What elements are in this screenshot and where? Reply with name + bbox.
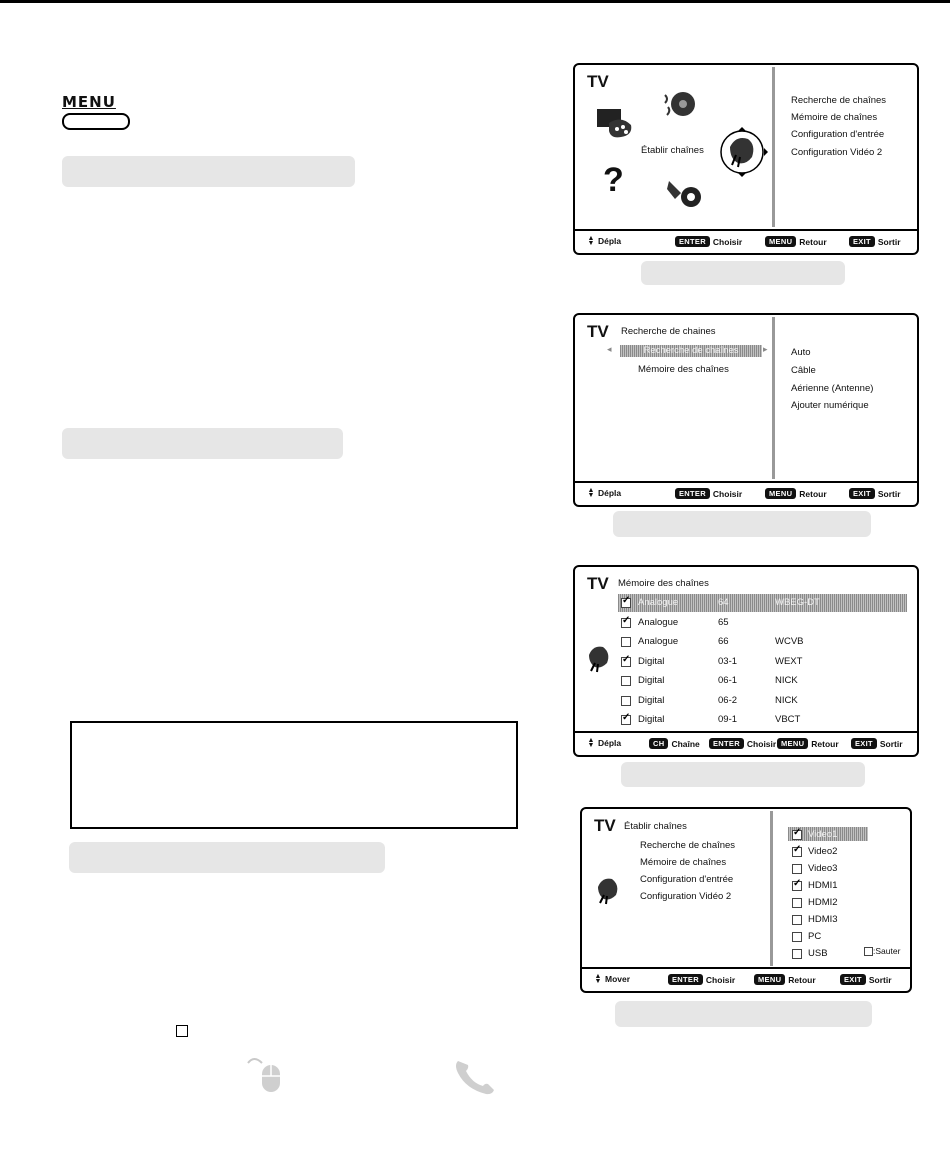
footer-move: ▲ ▼ Dépla [587, 487, 622, 499]
menu-item-video2-config[interactable]: Configuration Vidéo 2 [640, 891, 732, 902]
input-label: USB [808, 948, 828, 959]
footer-enter: ENTER Choisir [675, 236, 742, 247]
channel-type: Digital [638, 694, 665, 706]
caption-bar-2 [613, 511, 871, 537]
channel-checkbox[interactable] [621, 657, 631, 667]
exit-key: EXIT [851, 738, 877, 749]
channel-number: 06-2 [718, 694, 738, 706]
skip-square-icon [176, 1025, 188, 1037]
channel-name: WBEG-DT [775, 597, 820, 608]
mouse-icon [244, 1057, 286, 1095]
channel-type: Analogue [638, 636, 679, 647]
right-arrow-icon: ▸ [763, 344, 768, 354]
input-label: HDMI2 [808, 897, 838, 908]
screen-footer [575, 731, 917, 755]
tv-label: TV [587, 322, 609, 341]
menu-key: MENU [777, 738, 808, 749]
channel-name: NICK [775, 694, 798, 706]
channel-checkbox[interactable] [621, 676, 631, 686]
input-label: Video1 [808, 829, 838, 840]
channel-row[interactable] [618, 672, 907, 690]
exit-key: EXIT [840, 974, 866, 985]
footer-exit: EXIT Sortir [840, 974, 892, 985]
menu-item-video2-config[interactable]: Configuration Vidéo 2 [791, 147, 883, 158]
channel-row[interactable] [618, 614, 907, 632]
option-add-digital[interactable]: Ajouter numérique [791, 400, 869, 411]
channel-name: VBCT [775, 714, 801, 725]
channel-row[interactable] [618, 594, 907, 612]
footer-menu: MENU Retour [765, 236, 827, 247]
footer-exit: EXIT Sortir [851, 738, 903, 749]
heading-bar-3 [69, 842, 385, 873]
updown-arrows-icon: ▲ ▼ [587, 737, 595, 749]
screen-title: Mémoire des chaînes [618, 578, 709, 589]
input-label: HDMI1 [808, 880, 838, 891]
tools-menu-icon [665, 175, 705, 211]
channel-type: Digital [638, 714, 665, 725]
picture-menu-icon [595, 105, 635, 143]
panel-divider [772, 67, 775, 227]
menu-item-channel-memory[interactable]: Mémoire de chaînes [791, 112, 878, 123]
screen-title: Recherche de chaines [621, 326, 716, 337]
channel-type: Digital [638, 655, 665, 667]
audio-menu-icon [661, 87, 697, 121]
footer-enter: ENTER Choisir [675, 488, 742, 499]
footer-move: ▲ ▼ Mover [594, 973, 631, 985]
menu-item-channel-search[interactable]: Recherche de chaînes [791, 95, 887, 106]
input-checkbox[interactable] [792, 864, 802, 874]
channel-number: 06-1 [718, 675, 738, 686]
footer-enter: ENTER Choisir [709, 738, 776, 749]
channel-checkbox[interactable] [621, 696, 631, 706]
channel-number: 65 [718, 616, 729, 628]
caption-bar-1 [641, 261, 845, 285]
channel-number: 03-1 [718, 655, 738, 667]
phone-icon [452, 1057, 496, 1097]
enter-key: ENTER [668, 974, 703, 985]
channel-name: WCVB [775, 636, 804, 647]
channel-type: Analogue [638, 616, 679, 628]
menu-item-channel-memory[interactable]: Mémoire de chaînes [640, 857, 727, 868]
channel-number: 09-1 [718, 714, 738, 725]
enter-key: ENTER [675, 236, 710, 247]
top-rule [0, 0, 950, 3]
input-label: Video2 [808, 846, 838, 857]
channel-type: Digital [638, 675, 665, 686]
updown-arrows-icon: ▲ ▼ [587, 235, 595, 247]
channel-checkbox[interactable] [621, 715, 631, 725]
channel-checkbox[interactable] [621, 637, 631, 647]
tv-menu-screen-input-config [580, 807, 912, 993]
footer-move: ▲ ▼ Dépla [587, 737, 622, 749]
menu-key: MENU [765, 236, 796, 247]
input-checkbox[interactable] [792, 932, 802, 942]
menu-item-input-config[interactable]: Configuration d'entrée [791, 129, 885, 140]
updown-arrows-icon: ▲ ▼ [587, 487, 595, 499]
screen-footer [575, 481, 917, 505]
menu-key-label: MENU [62, 93, 116, 111]
panel-divider [770, 811, 773, 966]
option-antenna[interactable]: Aérienne (Antenne) [791, 383, 874, 394]
ch-key: CH [649, 738, 668, 749]
skip-legend: :Sauter [864, 946, 900, 956]
menu-key-cap [62, 113, 130, 130]
channel-type: Analogue [638, 597, 679, 608]
skip-square-icon [864, 947, 873, 956]
left-arrow-icon: ◂ [607, 344, 612, 354]
input-checkbox[interactable] [792, 949, 802, 959]
tv-menu-screen-channel-memory [573, 565, 919, 757]
input-checkbox[interactable] [792, 915, 802, 925]
channel-checkbox[interactable] [621, 598, 631, 608]
channel-row[interactable] [618, 692, 907, 710]
setup-icon [594, 877, 620, 905]
screen-footer [575, 229, 917, 253]
channel-name: WEXT [775, 655, 803, 667]
updown-arrows-icon: ▲ ▼ [594, 973, 602, 985]
input-checkbox[interactable] [792, 847, 802, 857]
input-label: Video3 [808, 863, 838, 874]
heading-bar-2 [62, 428, 343, 459]
selected-item[interactable]: Recherche de chaînes [620, 345, 762, 357]
heading-bar-1 [62, 156, 355, 187]
channel-number: 66 [718, 636, 729, 647]
channel-row[interactable] [618, 633, 907, 651]
exit-key: EXIT [849, 236, 875, 247]
channel-row[interactable] [618, 653, 907, 671]
menu-key: MENU [765, 488, 796, 499]
channel-checkbox[interactable] [621, 618, 631, 628]
channel-name: NICK [775, 675, 798, 686]
menu-item-input-config[interactable]: Configuration d'entrée [640, 874, 734, 885]
caption-bar-4 [615, 1001, 872, 1027]
enter-key: ENTER [709, 738, 744, 749]
footer-exit: EXIT Sortir [849, 488, 901, 499]
footer-menu: MENU Retour [754, 974, 816, 985]
screen-title: Établir chaînes [624, 821, 687, 832]
note-box [70, 721, 518, 829]
input-checkbox[interactable] [792, 881, 802, 891]
screen-footer [582, 967, 910, 991]
menu-key: MENU [754, 974, 785, 985]
input-label: PC [808, 931, 822, 942]
footer-move: ▲ ▼ Dépla [587, 235, 622, 247]
exit-key: EXIT [849, 488, 875, 499]
footer-channel: CH Chaîne [649, 738, 700, 749]
channel-row[interactable] [618, 711, 907, 729]
tv-label: TV [587, 72, 609, 91]
option-auto[interactable]: Auto [791, 347, 811, 358]
menu-key-illustration [62, 93, 128, 130]
help-menu-icon: ? [603, 161, 624, 199]
channel-number: 64 [718, 597, 729, 608]
caption-bar-3 [621, 762, 865, 787]
option-cable[interactable]: Câble [791, 365, 816, 376]
input-label: HDMI3 [808, 914, 838, 925]
menu-item-channel-search[interactable]: Recherche de chaînes [640, 840, 736, 851]
input-checkbox[interactable] [792, 898, 802, 908]
footer-menu: MENU Retour [765, 488, 827, 499]
next-item[interactable]: Mémoire des chaînes [638, 364, 729, 375]
panel-divider [772, 317, 775, 479]
enter-key: ENTER [675, 488, 710, 499]
center-label: Établir chaînes [641, 145, 704, 156]
setup-icon [585, 645, 611, 673]
setup-selector-icon[interactable] [716, 125, 772, 179]
tv-label: TV [594, 816, 616, 835]
tv-menu-screen-channel-search [573, 313, 919, 507]
tv-menu-screen-setup [573, 63, 919, 255]
footer-enter: ENTER Choisir [668, 974, 735, 985]
input-checkbox[interactable] [792, 830, 802, 840]
footer-menu: MENU Retour [777, 738, 839, 749]
tv-label: TV [587, 574, 609, 593]
footer-exit: EXIT Sortir [849, 236, 901, 247]
